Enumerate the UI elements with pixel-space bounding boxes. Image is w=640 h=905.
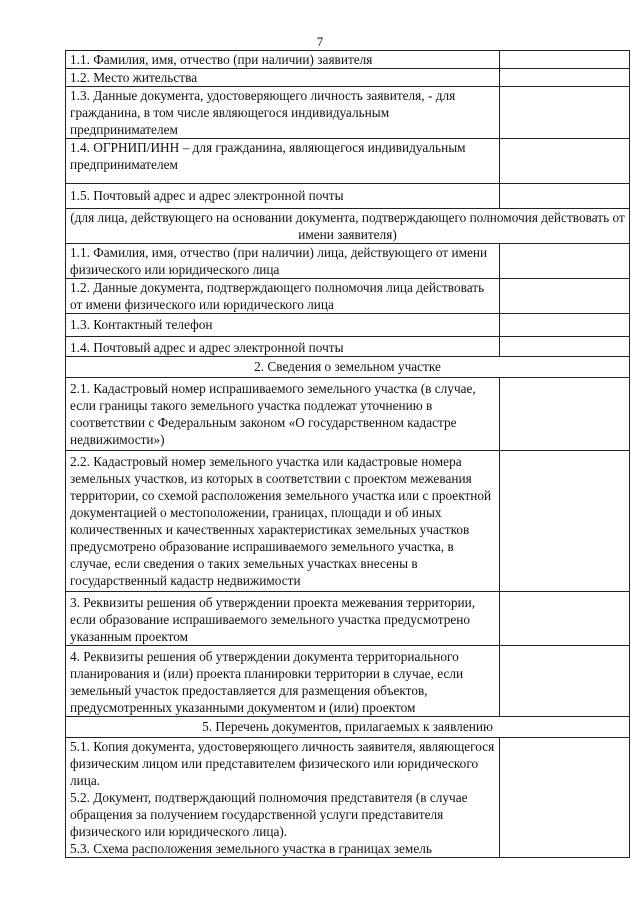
table-row <box>66 184 630 209</box>
field-value-identity-document[interactable] <box>500 87 630 139</box>
field-value-residence[interactable] <box>500 69 630 87</box>
section-heading-land-plot: 2. Сведения о земельном участке <box>66 357 630 378</box>
list-item: 5.1. Копия документа, удостоверяющего личность заявителя, являющегося физическим лицом или представителем физического или юридического лица. <box>70 739 495 788</box>
page-number: 7 <box>316 34 324 49</box>
table-row <box>66 51 630 69</box>
table-row <box>66 69 630 87</box>
field-label-authority-document: 1.2. Данные документа, подтверждающего полномочия лица действовать от имени физического или юридического лица <box>66 279 500 314</box>
table-row <box>66 378 630 451</box>
field-value-authority-document[interactable] <box>500 279 630 314</box>
field-value-planning-document-decision[interactable] <box>500 646 630 717</box>
table-row <box>66 357 630 378</box>
field-label-representative-postal-email: 1.4. Почтовый адрес и адрес электронной почты <box>66 337 500 357</box>
field-label-postal-email: 1.5. Почтовый адрес и адрес электронной почты <box>66 184 500 209</box>
field-label-planning-document-decision: 4. Реквизиты решения об утверждении документа территориального планирования и (или) проекта планировки территории в случае, если земельный участок предоставляется для размещения объектов, предусмотренных указанными документом и (или) проектом <box>66 646 500 717</box>
field-value-applicant-name[interactable] <box>500 51 630 69</box>
field-label-residence: 1.2. Место жительства <box>66 69 500 87</box>
field-value-survey-project-decision[interactable] <box>500 592 630 646</box>
field-value-source-cadastral-numbers[interactable] <box>500 451 630 592</box>
field-label-cadastral-number: 2.1. Кадастровый номер испрашиваемого земельного участка (в случае, если границы такого земельного участка подлежат уточнению в соответствии с Федеральным законом «О государственном кадастре недвижимости») <box>66 378 500 451</box>
field-value-contact-phone[interactable] <box>500 314 630 337</box>
table-row <box>66 738 630 858</box>
table-row <box>66 592 630 646</box>
section-heading-documents: 5. Перечень документов, прилагаемых к заявлению <box>66 717 630 738</box>
table-row <box>66 717 630 738</box>
table-row <box>66 337 630 357</box>
field-value-ogrnip-inn[interactable] <box>500 139 630 184</box>
representative-note: (для лица, действующего на основании документа, подтверждающего полномочия действовать от имени заявителя) <box>66 209 630 244</box>
field-label-representative-name: 1.1. Фамилия, имя, отчество (при наличии) лица, действующего от имени физического или юридического лица <box>66 244 500 279</box>
table-row <box>66 646 630 717</box>
table-row <box>66 87 630 139</box>
field-value-postal-email[interactable] <box>500 184 630 209</box>
list-item: 5.3. Схема расположения земельного участка в границах земель <box>70 841 432 856</box>
application-form-table <box>65 50 630 858</box>
field-value-representative-name[interactable] <box>500 244 630 279</box>
table-row <box>66 244 630 279</box>
field-label-source-cadastral-numbers: 2.2. Кадастровый номер земельного участка или кадастровые номера земельных участков, из которых в соответствии с проектом межевания территории, со схемой расположения земельного участка или с проектной документацией о местоположении, границах, площади и об иных количественных и качественных характеристиках земельных участков предусмотрено образование испрашиваемого земельного участка, в случае, если сведения о таких земельных участках внесены в государственный кадастр недвижимости <box>66 451 500 592</box>
table-row <box>66 279 630 314</box>
field-value-documents[interactable] <box>500 738 630 858</box>
field-label-ogrnip-inn: 1.4. ОГРНИП/ИНН – для гражданина, являющегося индивидуальным предпринимателем <box>66 139 500 184</box>
table-row <box>66 451 630 592</box>
field-label-contact-phone: 1.3. Контактный телефон <box>66 314 500 337</box>
table-row <box>66 314 630 337</box>
list-item: 5.2. Документ, подтверждающий полномочия представителя (в случае обращения за получением государственной услуги представителя физического или юридического лица). <box>70 790 468 839</box>
field-label-identity-document: 1.3. Данные документа, удостоверяющего личность заявителя, - для гражданина, в том числе являющегося индивидуальным предпринимателем <box>66 87 500 139</box>
field-label-survey-project-decision: 3. Реквизиты решения об утверждении проекта межевания территории, если образование испрашиваемого земельного участка предусмотрено указанным проектом <box>66 592 500 646</box>
table-row <box>66 209 630 244</box>
field-value-representative-postal-email[interactable] <box>500 337 630 357</box>
table-row <box>66 139 630 184</box>
field-label-applicant-name: 1.1. Фамилия, имя, отчество (при наличии) заявителя <box>66 51 500 69</box>
field-value-cadastral-number[interactable] <box>500 378 630 451</box>
documents-list <box>66 738 500 858</box>
